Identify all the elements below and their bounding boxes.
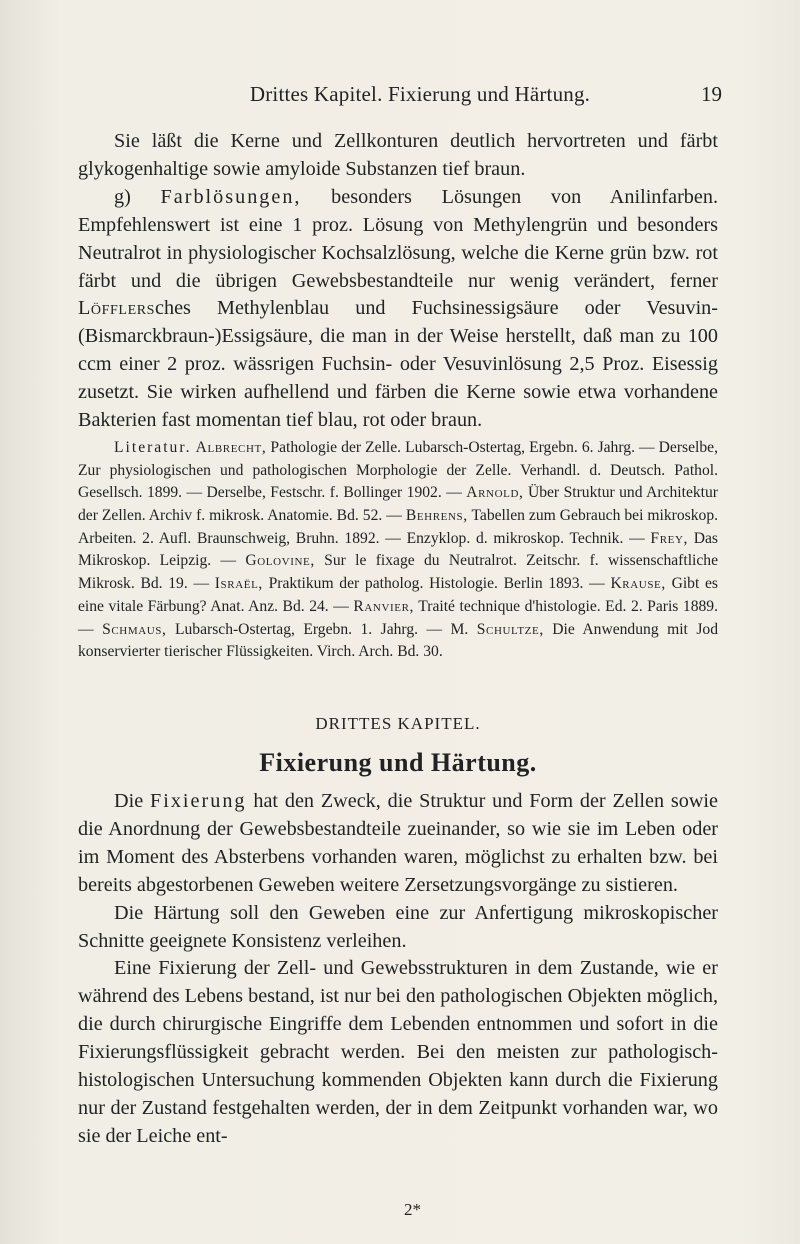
citation-text: Das Mikroskop. Leipzig. — — [78, 529, 718, 570]
author-name: Behrens, — [405, 507, 468, 525]
paragraph-text: ches Methylenblau und Fuchsinessigsäure oder Vesuvin-(Bismarckbraun-)Essigsäure, die man in der Weise herstellt, daß man zu 100 ccm einer 2 proz. wässrigen Fuchsin- oder Vesuvinlösung 2,5 Proz. Eisessig zusetzt. Sie wirken aufhellend und färben die Kerne sowie etwa vorhandene Bakterien fast momentan tief blau, rot oder braun. — [78, 297, 718, 432]
author-name: Israël, — [214, 575, 263, 593]
paragraph-text: Die — [114, 790, 150, 812]
author-name: Arnold, — [466, 484, 524, 502]
chapter-title: Fixierung und Härtung. — [259, 748, 537, 777]
literature-label: Literatur. — [114, 438, 192, 456]
citation-text: Traité technique d'histologie. Ed. 2. Paris 1889. — — [78, 597, 718, 638]
paragraph-text: besonders Lösungen von Anilinfarben. Empfehlenswert ist eine 1 proz. Lösung von Methylengrün und besonders Neutralrot in physiologischer Kochsalzlösung, welche die Kerne grün bzw. rot färbt und die übrigen Gewebsbestandteile nur wenig verändert, ferner — [78, 185, 718, 292]
citation-text: Pathologie der Zelle. Lubarsch-Ostertag, Ergebn. 6. Jahrg. — Derselbe, Zur physiologischen und pathologischen Morphologie der Zelle. Verhandl. d. Deutsch. Pathol. Gesellsch. 1899. — Derselbe, Festschr. f. Bollinger 1902. — — [78, 438, 718, 502]
citation-text: Tabellen zum Gebrauch bei mikroskop. Arbeiten. 2. Aufl. Braunschweig, Bruhn. 1892. — Enzyklop. d. mikroskop. Technik. — — [78, 507, 719, 547]
citation-text: Gibt es eine vitale Färbung? Anat. Anz. Bd. 24. — — [78, 575, 718, 615]
author-name: Frey, — [650, 529, 688, 547]
author-name: Golovine, — [245, 552, 315, 570]
signature-mark: 2* — [404, 1200, 421, 1219]
paragraph-text: Sie läßt die Kerne und Zellkonturen deutlich hervortreten und färbt glykogenhaltige sowie amyloide Substanzen tief braun. — [78, 130, 718, 180]
paragraph-haertung: Die Härtung soll den Geweben eine zur Anfertigung mikroskopischer Schnitte geeignete Konsistenz verleihen. — [78, 901, 718, 952]
chapter-label: DRITTES KAPITEL. — [315, 714, 481, 733]
running-title: Drittes Kapitel. Fixierung und Härtung. — [249, 82, 591, 106]
spaced-term: Farblösungen, — [160, 185, 302, 208]
author-name: Ranvier, — [353, 597, 415, 615]
page-content — [78, 128, 718, 1151]
author-name: Löfflers — [78, 297, 156, 320]
spaced-term: Fixierung — [150, 790, 247, 812]
paragraph-farbloesungen — [78, 184, 718, 435]
citation-text: Lubarsch-Ostertag, Ergebn. 1. Jahrg. — M. — [166, 620, 477, 638]
author-name: Krause, — [610, 575, 666, 593]
paragraph-zustand: Eine Fixierung der Zell- und Gewebsstrukturen in dem Zustande, wie er während des Lebens bestand, ist nur bei den pathologischen Objekten möglich, die durch chirurgische Eingriffe dem Lebenden entnommen und sofort in die Fixierungsflüssigkeit gebracht werden. Bei den meisten zur pathologisch-histologischen Untersuchung kommenden Objekten kann durch die Fixierung nur der Zustand festgehalten werden, der in dem Zeitpunkt vorhanden war, wo sie der Leiche ent- — [78, 957, 718, 1147]
author-name: Schultze, — [476, 620, 544, 638]
page-number: 19 — [701, 82, 722, 106]
paragraph-stain-intro — [78, 128, 718, 184]
paragraph-text: hat den Zweck, die Struktur und Form der Zellen sowie die Anordnung der Gewebsbestandteile zueinander, so wie sie im Leben oder im Moment des Absterbens vorhanden waren, möglichst zu erhalten bzw. bei bereits abgestorbenen Geweben weitere Zersetzungsvorgänge zu sistieren. — [78, 790, 718, 896]
author-name: Albrecht, — [195, 438, 267, 456]
citation-text: Die Anwendung mit Jod konservierter tierischer Flüssigkeiten. Virch. Arch. Bd. 30. — [78, 620, 718, 661]
citation-text: Sur le fixage du Neutralrot. Zeitschr. f. wissenschaftliche Mikrosk. Bd. 19. — — [78, 552, 719, 593]
citation-text: Praktikum der patholog. Histologie. Berlin 1893. — — [262, 575, 611, 593]
literature-block — [78, 437, 718, 664]
author-name: Schmaus, — [102, 620, 167, 638]
citation-text: Über Struktur und Architektur der Zellen. Archiv f. mikrosk. Anatomie. Bd. 52. — — [78, 484, 718, 525]
paragraph-fixierung — [78, 788, 718, 900]
running-header — [0, 82, 800, 112]
list-label: g) — [114, 185, 161, 208]
